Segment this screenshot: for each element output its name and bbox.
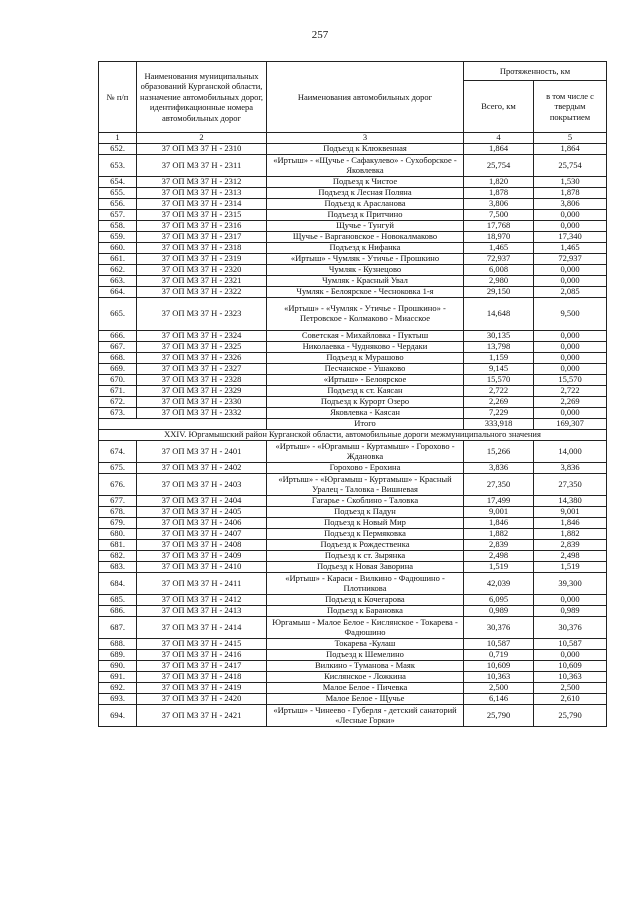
row-number: 690. [99, 661, 137, 672]
header-no: № п/п [99, 62, 137, 133]
road-id: 37 ОП МЗ 37 Н - 2401 [137, 441, 267, 463]
table-row [99, 177, 607, 188]
row-number: 693. [99, 694, 137, 705]
road-name: Чумляк - Красный Увал [267, 276, 464, 287]
road-name: Николаевка - Чудняково - Чердаки [267, 342, 464, 353]
road-length-total: 2,839 [464, 540, 534, 551]
row-number: 667. [99, 342, 137, 353]
road-length-paved: 25,790 [534, 705, 607, 727]
row-number: 669. [99, 364, 137, 375]
road-id: 37 ОП МЗ 37 Н - 2318 [137, 243, 267, 254]
road-length-paved: 9,500 [534, 298, 607, 331]
road-id: 37 ОП МЗ 37 Н - 2329 [137, 386, 267, 397]
road-id: 37 ОП МЗ 37 Н - 2414 [137, 617, 267, 639]
road-length-paved: 2,500 [534, 683, 607, 694]
road-length-total: 9,001 [464, 507, 534, 518]
table-row [99, 397, 607, 408]
road-name: Подъезд к Барановка [267, 606, 464, 617]
road-length-paved: 1,465 [534, 243, 607, 254]
road-id: 37 ОП МЗ 37 Н - 2404 [137, 496, 267, 507]
road-name: «Иртыш» - Чумляк - Утичье - Прошкино [267, 254, 464, 265]
road-length-total: 9,145 [464, 364, 534, 375]
road-name: Токарева -Кулаш [267, 639, 464, 650]
road-length-total: 13,798 [464, 342, 534, 353]
road-id: 37 ОП МЗ 37 Н - 2411 [137, 573, 267, 595]
table-row [99, 155, 607, 177]
row-number: 670. [99, 375, 137, 386]
road-name: Подъезд к Падун [267, 507, 464, 518]
road-length-total: 30,376 [464, 617, 534, 639]
road-id: 37 ОП МЗ 37 Н - 2320 [137, 265, 267, 276]
table-row [99, 540, 607, 551]
table-body-part-a [99, 144, 607, 419]
road-id: 37 ОП МЗ 37 Н - 2402 [137, 463, 267, 474]
road-length-paved: 0,000 [534, 265, 607, 276]
row-number: 655. [99, 188, 137, 199]
table-row [99, 518, 607, 529]
road-id: 37 ОП МЗ 37 Н - 2316 [137, 221, 267, 232]
road-id: 37 ОП МЗ 37 Н - 2415 [137, 639, 267, 650]
road-id: 37 ОП МЗ 37 Н - 2417 [137, 661, 267, 672]
row-number: 661. [99, 254, 137, 265]
road-length-total: 7,229 [464, 408, 534, 419]
road-length-paved: 0,000 [534, 276, 607, 287]
header-total: Всего, км [464, 81, 534, 133]
total-blank-cell [99, 419, 137, 430]
table-row [99, 562, 607, 573]
header-num-3: 3 [267, 133, 464, 144]
road-length-paved: 2,610 [534, 694, 607, 705]
road-id: 37 ОП МЗ 37 Н - 2412 [137, 595, 267, 606]
road-name: «Иртыш» - «Чумляк - Утичье - Прошкино» - Петровское - Колмаково - Миасское [267, 298, 464, 331]
road-id: 37 ОП МЗ 37 Н - 2332 [137, 408, 267, 419]
road-length-paved: 14,380 [534, 496, 607, 507]
road-length-total: 1,519 [464, 562, 534, 573]
road-length-paved: 30,376 [534, 617, 607, 639]
table-row [99, 342, 607, 353]
row-number: 688. [99, 639, 137, 650]
road-length-paved: 15,570 [534, 375, 607, 386]
row-number: 666. [99, 331, 137, 342]
road-length-total: 18,970 [464, 232, 534, 243]
row-number: 653. [99, 155, 137, 177]
road-name: Подъезд к Пермяковка [267, 529, 464, 540]
road-name: Подъезд к Новый Мир [267, 518, 464, 529]
row-number: 683. [99, 562, 137, 573]
road-length-paved: 27,350 [534, 474, 607, 496]
road-length-paved: 1,530 [534, 177, 607, 188]
table-row [99, 650, 607, 661]
section-title: XXIV. Юргамышский район Курганской области, автомобильные дороги межмуниципального значения [99, 430, 607, 441]
road-length-paved: 2,839 [534, 540, 607, 551]
table-row [99, 474, 607, 496]
road-name: Подъезд к ст. Зырянка [267, 551, 464, 562]
header-paved: в том числе с твердым покрытием [534, 81, 607, 133]
road-length-total: 3,836 [464, 463, 534, 474]
road-length-total: 30,135 [464, 331, 534, 342]
page-number: 257 [311, 29, 329, 41]
road-name: Подъезд к Арасланова [267, 199, 464, 210]
table-row [99, 408, 607, 419]
table-row [99, 375, 607, 386]
table-row [99, 551, 607, 562]
row-number: 691. [99, 672, 137, 683]
road-length-paved: 3,806 [534, 199, 607, 210]
table-row [99, 529, 607, 540]
road-length-total: 6,008 [464, 265, 534, 276]
road-length-total: 2,722 [464, 386, 534, 397]
road-id: 37 ОП МЗ 37 Н - 2408 [137, 540, 267, 551]
road-name: Подъезд к Шемелино [267, 650, 464, 661]
row-number: 680. [99, 529, 137, 540]
total-label: Итого [267, 419, 464, 430]
table-row [99, 221, 607, 232]
road-name: Песчанское - Ушаково [267, 364, 464, 375]
table-row [99, 265, 607, 276]
table-row [99, 287, 607, 298]
road-name: Юргамыш - Малое Белое - Кислянское - Токарева - Фадюшино [267, 617, 464, 639]
road-length-paved: 10,587 [534, 639, 607, 650]
row-number: 686. [99, 606, 137, 617]
row-number: 663. [99, 276, 137, 287]
table-row [99, 210, 607, 221]
road-length-paved: 9,001 [534, 507, 607, 518]
road-length-total: 10,587 [464, 639, 534, 650]
road-length-total: 1,465 [464, 243, 534, 254]
road-length-paved: 2,085 [534, 287, 607, 298]
table-row [99, 386, 607, 397]
road-name: Чумляк - Белоярское - Чесноковка 1-я [267, 287, 464, 298]
road-length-total: 6,146 [464, 694, 534, 705]
road-id: 37 ОП МЗ 37 Н - 2409 [137, 551, 267, 562]
road-id: 37 ОП МЗ 37 Н - 2314 [137, 199, 267, 210]
road-name: Гагарье - Скоблино - Таловка [267, 496, 464, 507]
row-number: 684. [99, 573, 137, 595]
road-length-total: 2,269 [464, 397, 534, 408]
road-length-paved: 0,000 [534, 210, 607, 221]
row-number: 685. [99, 595, 137, 606]
road-id: 37 ОП МЗ 37 Н - 2403 [137, 474, 267, 496]
road-length-total: 10,363 [464, 672, 534, 683]
road-id: 37 ОП МЗ 37 Н - 2319 [137, 254, 267, 265]
road-name: «Иртыш» - Караси - Вилкино - Фадюшино - Плотникова [267, 573, 464, 595]
road-name: Подъезд к Курорт Озеро [267, 397, 464, 408]
road-length-total: 1,820 [464, 177, 534, 188]
road-length-total: 1,159 [464, 353, 534, 364]
road-length-total: 15,570 [464, 375, 534, 386]
road-length-paved: 17,340 [534, 232, 607, 243]
header-num-5: 5 [534, 133, 607, 144]
table-body-part-b [99, 441, 607, 727]
road-length-paved: 0,000 [534, 650, 607, 661]
table-row [99, 617, 607, 639]
roads-table [98, 61, 607, 727]
road-id: 37 ОП МЗ 37 Н - 2313 [137, 188, 267, 199]
table-row [99, 639, 607, 650]
road-name: Подъезд к Нифанка [267, 243, 464, 254]
row-number: 676. [99, 474, 137, 496]
road-id: 37 ОП МЗ 37 Н - 2317 [137, 232, 267, 243]
road-name: Яковлевка - Каясан [267, 408, 464, 419]
road-length-total: 1,864 [464, 144, 534, 155]
road-length-total: 3,806 [464, 199, 534, 210]
road-name: «Иртыш» - «Щучье - Сафакулево» - Сухоборское - Яковлевка [267, 155, 464, 177]
road-length-total: 1,882 [464, 529, 534, 540]
table-row [99, 595, 607, 606]
road-length-total: 0,719 [464, 650, 534, 661]
road-length-total: 17,768 [464, 221, 534, 232]
road-name: Подъезд к Притчино [267, 210, 464, 221]
table-row [99, 199, 607, 210]
header-length: Протяженность, км [464, 62, 607, 81]
road-id: 37 ОП МЗ 37 Н - 2315 [137, 210, 267, 221]
table-row [99, 254, 607, 265]
table-row [99, 661, 607, 672]
road-id: 37 ОП МЗ 37 Н - 2327 [137, 364, 267, 375]
road-length-total: 2,980 [464, 276, 534, 287]
road-length-paved: 0,989 [534, 606, 607, 617]
road-name: Щучье - Варгановское - Новокалмаково [267, 232, 464, 243]
road-length-total: 15,266 [464, 441, 534, 463]
road-length-paved: 0,000 [534, 221, 607, 232]
road-id: 37 ОП МЗ 37 Н - 2330 [137, 397, 267, 408]
road-name: Кислянское - Ложкина [267, 672, 464, 683]
road-id: 37 ОП МЗ 37 Н - 2326 [137, 353, 267, 364]
table-row [99, 331, 607, 342]
table-row [99, 276, 607, 287]
table-row [99, 672, 607, 683]
road-name: Горохово - Ерохина [267, 463, 464, 474]
row-number: 671. [99, 386, 137, 397]
row-number: 662. [99, 265, 137, 276]
row-number: 682. [99, 551, 137, 562]
road-length-total: 25,790 [464, 705, 534, 727]
road-length-total: 72,937 [464, 254, 534, 265]
road-name: «Иртыш» - Белоярское [267, 375, 464, 386]
total-length: 333,918 [464, 419, 534, 430]
table-row [99, 496, 607, 507]
table-row [99, 705, 607, 727]
table-row [99, 694, 607, 705]
road-name: Щучье - Тунгуй [267, 221, 464, 232]
road-length-total: 42,039 [464, 573, 534, 595]
road-length-total: 14,648 [464, 298, 534, 331]
row-number: 681. [99, 540, 137, 551]
road-name: Чумляк - Кузнецово [267, 265, 464, 276]
road-name: Подъезд к Новая Заворина [267, 562, 464, 573]
road-id: 37 ОП МЗ 37 Н - 2310 [137, 144, 267, 155]
road-length-paved: 2,498 [534, 551, 607, 562]
table-row [99, 683, 607, 694]
road-length-paved: 10,609 [534, 661, 607, 672]
road-name: Подъезд к ст. Каясан [267, 386, 464, 397]
total-paved-length: 169,307 [534, 419, 607, 430]
header-num-1: 1 [99, 133, 137, 144]
row-number: 694. [99, 705, 137, 727]
row-number: 687. [99, 617, 137, 639]
road-length-total: 29,150 [464, 287, 534, 298]
table-row [99, 441, 607, 463]
table-row [99, 243, 607, 254]
road-name: «Иртыш» - Чинеево - Губерля - детский санаторий «Лесные Горки» [267, 705, 464, 727]
road-length-total: 2,498 [464, 551, 534, 562]
total-blank-cell [137, 419, 267, 430]
row-number: 664. [99, 287, 137, 298]
road-id: 37 ОП МЗ 37 Н - 2419 [137, 683, 267, 694]
road-length-paved: 72,937 [534, 254, 607, 265]
header-num-4: 4 [464, 133, 534, 144]
table-row [99, 353, 607, 364]
road-length-paved: 10,363 [534, 672, 607, 683]
road-length-total: 25,754 [464, 155, 534, 177]
road-length-paved: 39,300 [534, 573, 607, 595]
row-number: 674. [99, 441, 137, 463]
road-length-total: 6,095 [464, 595, 534, 606]
road-name: Подъезд к Мурашово [267, 353, 464, 364]
road-id: 37 ОП МЗ 37 Н - 2328 [137, 375, 267, 386]
row-number: 665. [99, 298, 137, 331]
road-name: Подъезд к Кочегарова [267, 595, 464, 606]
road-length-paved: 0,000 [534, 595, 607, 606]
total-row [99, 419, 607, 430]
table-row [99, 606, 607, 617]
road-length-paved: 1,882 [534, 529, 607, 540]
header-road-name: Наименования автомобильных дорог [267, 62, 464, 133]
road-length-total: 10,609 [464, 661, 534, 672]
road-length-paved: 0,000 [534, 342, 607, 353]
road-length-paved: 2,722 [534, 386, 607, 397]
road-length-paved: 0,000 [534, 331, 607, 342]
road-id: 37 ОП МЗ 37 Н - 2323 [137, 298, 267, 331]
road-name: «Иртыш» - «Юргамыш - Куртамыш» - Горохово - Ждановка [267, 441, 464, 463]
road-id: 37 ОП МЗ 37 Н - 2410 [137, 562, 267, 573]
header-num-2: 2 [137, 133, 267, 144]
table-row [99, 188, 607, 199]
road-length-paved: 1,878 [534, 188, 607, 199]
row-number: 678. [99, 507, 137, 518]
road-name: Малое Белое - Пичевка [267, 683, 464, 694]
road-id: 37 ОП МЗ 37 Н - 2418 [137, 672, 267, 683]
row-number: 657. [99, 210, 137, 221]
road-length-total: 0,989 [464, 606, 534, 617]
section-row [99, 430, 607, 441]
row-number: 656. [99, 199, 137, 210]
row-number: 652. [99, 144, 137, 155]
road-length-total: 17,499 [464, 496, 534, 507]
row-number: 660. [99, 243, 137, 254]
row-number: 692. [99, 683, 137, 694]
road-id: 37 ОП МЗ 37 Н - 2407 [137, 529, 267, 540]
road-length-total: 7,500 [464, 210, 534, 221]
road-id: 37 ОП МЗ 37 Н - 2421 [137, 705, 267, 727]
road-name: «Иртыш» - «Юргамыш - Куртамыш» - Красный Уралец - Таловка - Вишневая [267, 474, 464, 496]
road-id: 37 ОП МЗ 37 Н - 2321 [137, 276, 267, 287]
road-name: Малое Белое - Щучье [267, 694, 464, 705]
total-section [99, 419, 607, 441]
road-length-paved: 3,836 [534, 463, 607, 474]
road-name: Вилкино - Туманова - Маяк [267, 661, 464, 672]
road-length-total: 1,878 [464, 188, 534, 199]
row-number: 677. [99, 496, 137, 507]
row-number: 679. [99, 518, 137, 529]
road-id: 37 ОП МЗ 37 Н - 2324 [137, 331, 267, 342]
table-row [99, 144, 607, 155]
road-length-paved: 0,000 [534, 353, 607, 364]
row-number: 675. [99, 463, 137, 474]
road-length-paved: 0,000 [534, 408, 607, 419]
road-length-paved: 0,000 [534, 364, 607, 375]
road-length-paved: 2,269 [534, 397, 607, 408]
road-name: Подъезд к Клюквенная [267, 144, 464, 155]
road-name: Подъезд к Чистое [267, 177, 464, 188]
road-name: Подъезд к Рождественка [267, 540, 464, 551]
row-number: 668. [99, 353, 137, 364]
road-name: Советская - Михайловка - Пуктыш [267, 331, 464, 342]
road-name: Подъезд к Лесная Поляна [267, 188, 464, 199]
road-length-paved: 1,519 [534, 562, 607, 573]
road-length-paved: 1,864 [534, 144, 607, 155]
road-id: 37 ОП МЗ 37 Н - 2325 [137, 342, 267, 353]
table-row [99, 573, 607, 595]
table-row [99, 298, 607, 331]
row-number: 672. [99, 397, 137, 408]
road-id: 37 ОП МЗ 37 Н - 2406 [137, 518, 267, 529]
row-number: 659. [99, 232, 137, 243]
table-row [99, 364, 607, 375]
table-row [99, 232, 607, 243]
road-length-total: 27,350 [464, 474, 534, 496]
row-number: 673. [99, 408, 137, 419]
table-row [99, 463, 607, 474]
road-length-paved: 1,846 [534, 518, 607, 529]
header-municipal: Наименования муниципальных образований Курганской области, назначение автомобильных дорог, идентификационные номера автомобильных дорог [137, 62, 267, 133]
road-length-total: 2,500 [464, 683, 534, 694]
road-length-total: 1,846 [464, 518, 534, 529]
road-id: 37 ОП МЗ 37 Н - 2405 [137, 507, 267, 518]
road-id: 37 ОП МЗ 37 Н - 2322 [137, 287, 267, 298]
road-id: 37 ОП МЗ 37 Н - 2420 [137, 694, 267, 705]
table-row [99, 507, 607, 518]
row-number: 658. [99, 221, 137, 232]
road-id: 37 ОП МЗ 37 Н - 2312 [137, 177, 267, 188]
road-id: 37 ОП МЗ 37 Н - 2413 [137, 606, 267, 617]
road-id: 37 ОП МЗ 37 Н - 2311 [137, 155, 267, 177]
row-number: 654. [99, 177, 137, 188]
road-id: 37 ОП МЗ 37 Н - 2416 [137, 650, 267, 661]
road-length-paved: 14,000 [534, 441, 607, 463]
road-length-paved: 25,754 [534, 155, 607, 177]
row-number: 689. [99, 650, 137, 661]
